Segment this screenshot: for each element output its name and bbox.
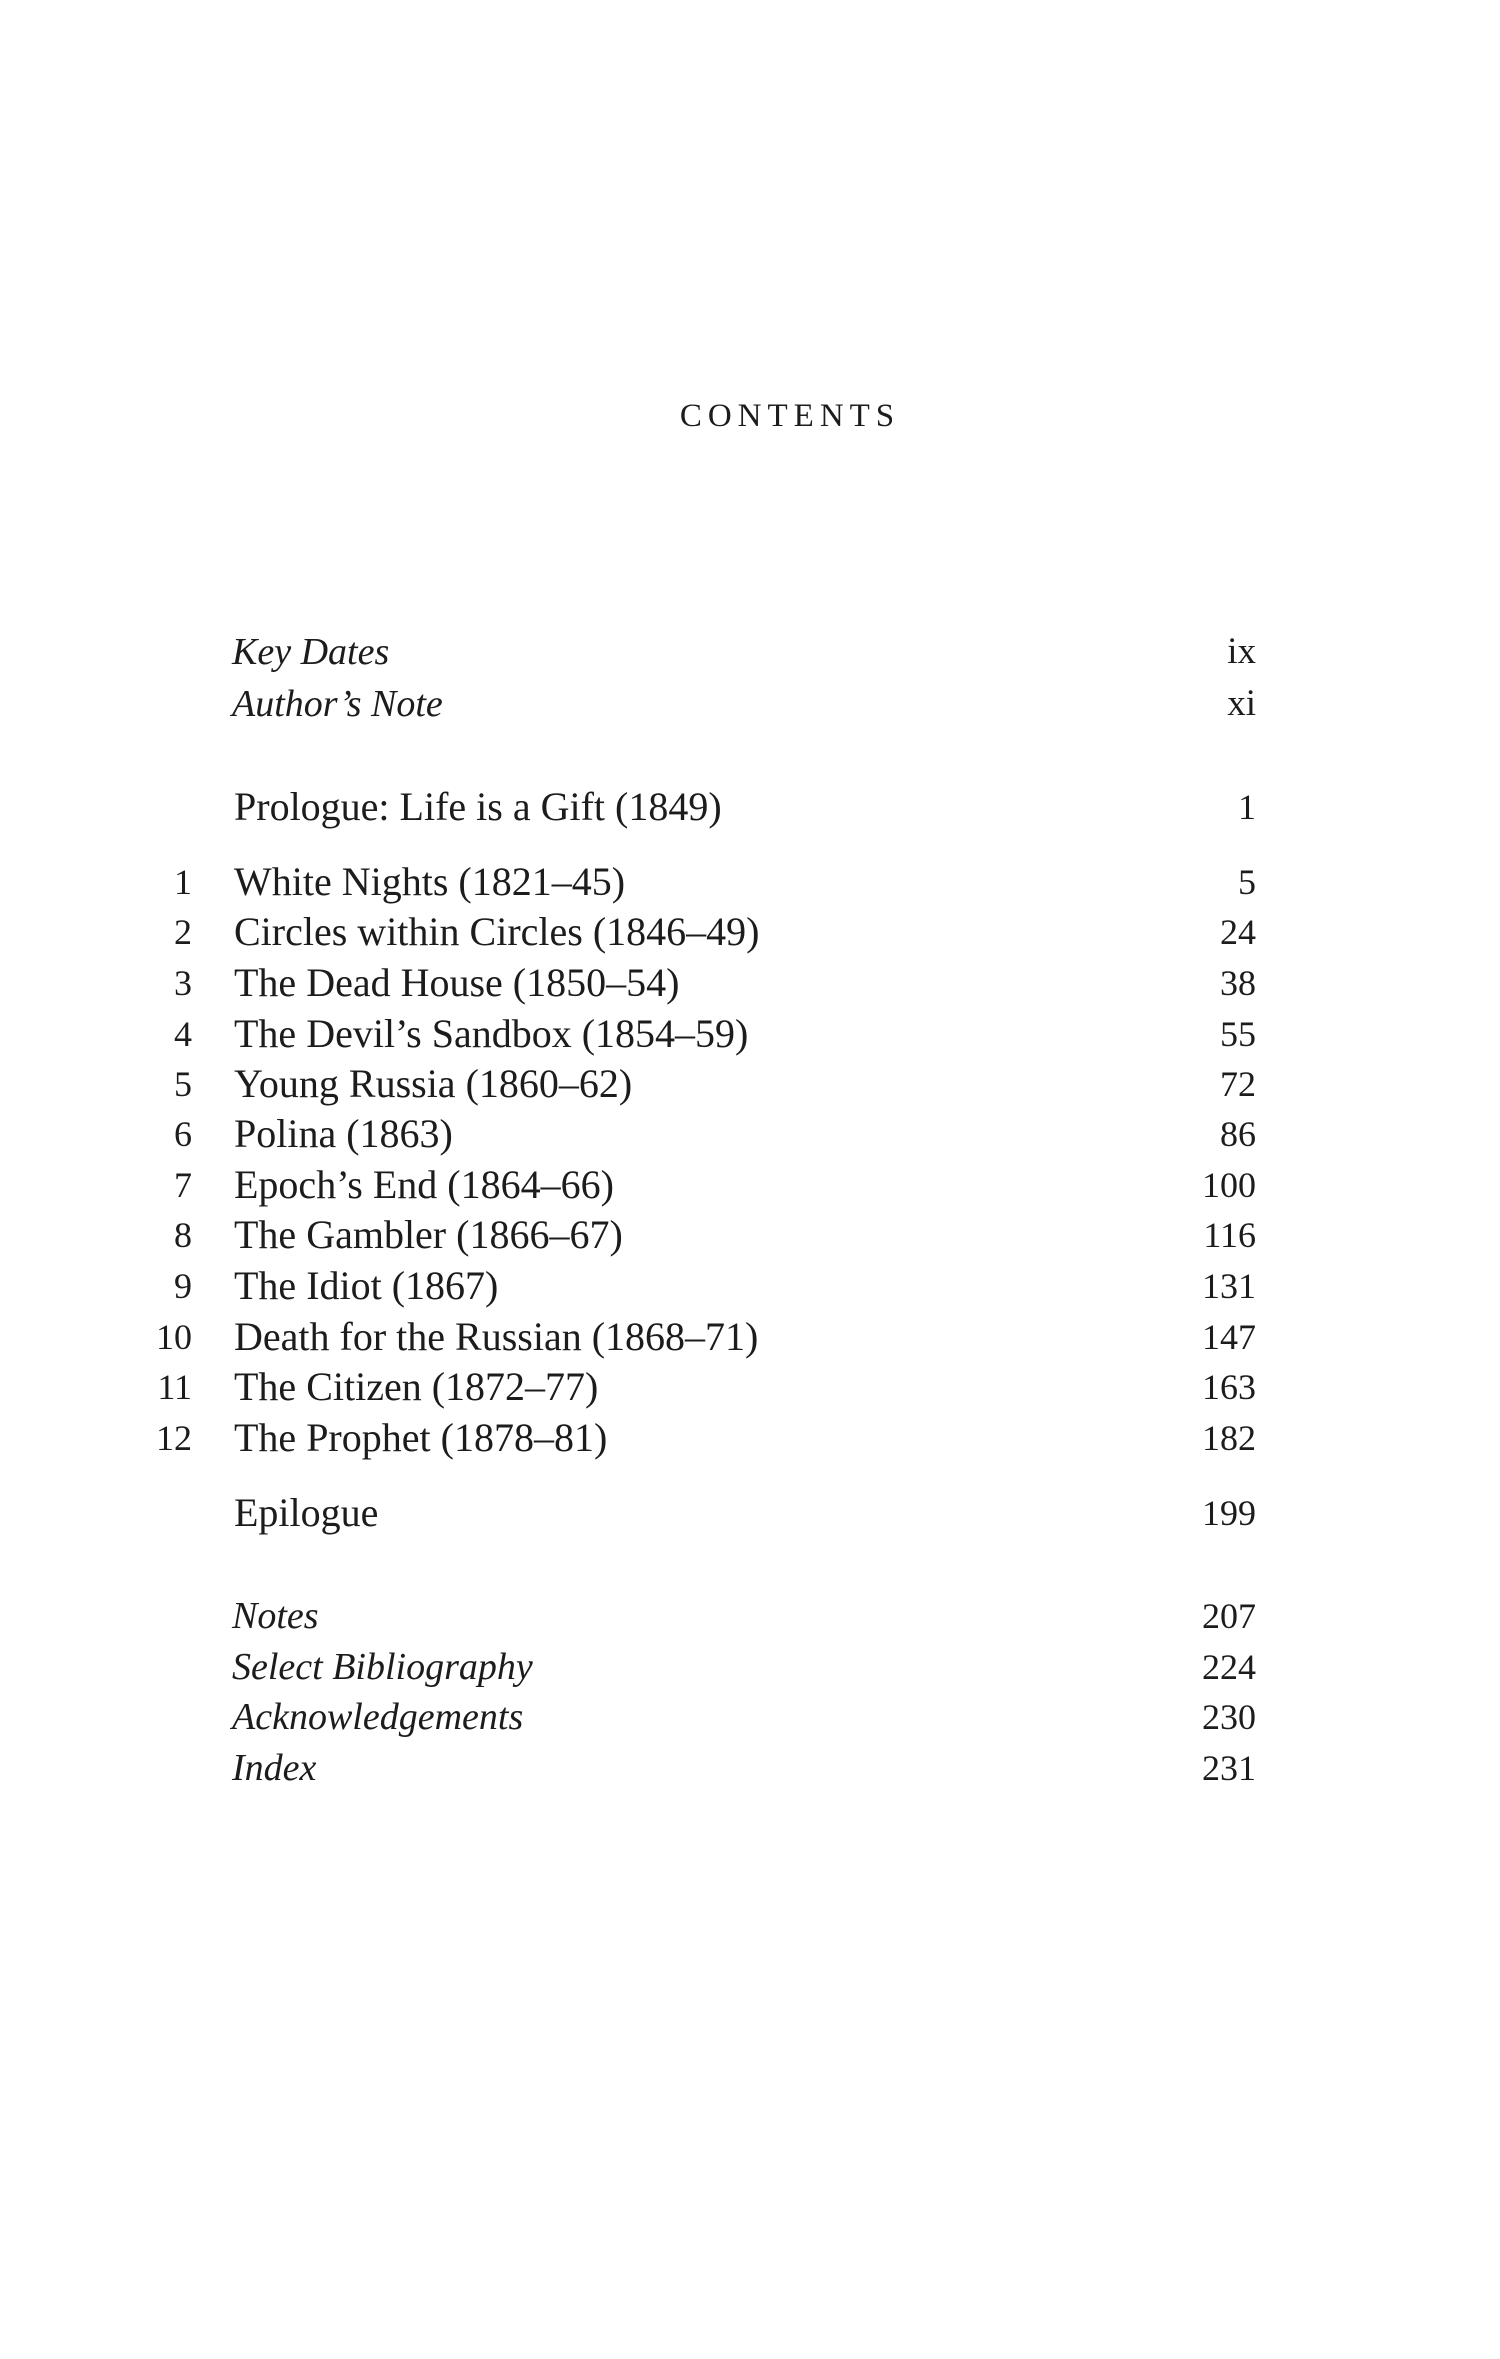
toc-entry-page: 231 xyxy=(1202,1748,1256,1788)
chapter-page: 147 xyxy=(1202,1317,1256,1357)
toc-entry-title: Notes xyxy=(232,1595,319,1637)
chapter-title: The Prophet (1878–81) xyxy=(234,1415,608,1460)
toc-chapter-entry xyxy=(0,1009,1500,1059)
toc-entry-title: Prologue: Life is a Gift (1849) xyxy=(234,784,722,829)
chapter-page: 182 xyxy=(1202,1418,1256,1458)
toc-entry-page: xi xyxy=(1227,683,1256,724)
chapter-number: 5 xyxy=(174,1064,192,1104)
toc-entry-authors-note xyxy=(0,679,1500,729)
chapter-number: 9 xyxy=(174,1266,192,1306)
chapter-page: 72 xyxy=(1220,1064,1256,1104)
toc-chapter-entry xyxy=(0,958,1500,1008)
toc-entry-page: 224 xyxy=(1202,1647,1256,1687)
chapter-page: 100 xyxy=(1202,1165,1256,1205)
chapter-title: Polina (1863) xyxy=(234,1111,453,1156)
toc-entry-index xyxy=(0,1743,1500,1793)
toc-entry-title: Index xyxy=(232,1747,317,1789)
contents-heading: CONTENTS xyxy=(679,398,901,434)
toc-entry-title: Acknowledgements xyxy=(232,1696,524,1738)
chapter-number: 1 xyxy=(174,862,192,902)
chapter-title: The Dead House (1850–54) xyxy=(234,960,680,1005)
toc-entry-page: 230 xyxy=(1202,1697,1256,1737)
chapter-number: 8 xyxy=(174,1215,192,1255)
chapter-page: 38 xyxy=(1220,963,1256,1003)
toc-chapter-entry xyxy=(0,1109,1500,1159)
chapter-number: 2 xyxy=(174,912,192,952)
chapter-page: 116 xyxy=(1203,1215,1256,1255)
toc-chapter-entry xyxy=(0,857,1500,907)
toc-entry-epilogue xyxy=(0,1488,1500,1538)
toc-entry-title: Select Bibliography xyxy=(232,1646,533,1688)
chapter-page: 163 xyxy=(1202,1367,1256,1407)
chapter-number: 10 xyxy=(156,1317,192,1357)
toc-chapter-entry xyxy=(0,1362,1500,1412)
chapter-page: 55 xyxy=(1220,1014,1256,1054)
toc-chapter-entry xyxy=(0,1210,1500,1260)
chapter-number: 3 xyxy=(174,963,192,1003)
chapter-title: The Idiot (1867) xyxy=(234,1263,499,1308)
toc-entry-page: 207 xyxy=(1202,1596,1256,1636)
toc-chapter-entry xyxy=(0,1312,1500,1362)
toc-entry-notes xyxy=(0,1591,1500,1641)
chapter-title: The Gambler (1866–67) xyxy=(234,1212,623,1257)
chapter-title: Young Russia (1860–62) xyxy=(234,1061,633,1106)
chapter-page: 131 xyxy=(1202,1266,1256,1306)
chapter-number: 4 xyxy=(174,1014,192,1054)
toc-entry-title: Epilogue xyxy=(234,1490,379,1535)
chapter-number: 11 xyxy=(157,1367,192,1407)
chapter-title: Circles within Circles (1846–49) xyxy=(234,909,760,954)
toc-entry-bibliography xyxy=(0,1642,1500,1692)
chapter-page: 86 xyxy=(1220,1114,1256,1154)
chapter-number: 6 xyxy=(174,1114,192,1154)
toc-entry-page: 1 xyxy=(1238,787,1256,827)
chapter-number: 7 xyxy=(174,1165,192,1205)
chapter-title: The Citizen (1872–77) xyxy=(234,1364,599,1409)
chapter-title: Epoch’s End (1864–66) xyxy=(234,1162,614,1207)
chapter-page: 5 xyxy=(1238,862,1256,902)
toc-entry-key-dates xyxy=(0,627,1500,677)
chapter-title: Death for the Russian (1868–71) xyxy=(234,1314,759,1359)
chapter-number: 12 xyxy=(156,1418,192,1458)
toc-chapter-entry xyxy=(0,1413,1500,1463)
toc-entry-acknowledgements xyxy=(0,1692,1500,1742)
toc-entry-page: 199 xyxy=(1202,1493,1256,1533)
chapter-title: White Nights (1821–45) xyxy=(234,859,626,904)
toc-entry-title: Author’s Note xyxy=(232,683,443,725)
toc-entry-title: Key Dates xyxy=(232,631,390,673)
chapter-page: 24 xyxy=(1220,912,1256,952)
toc-entry-prologue xyxy=(0,782,1500,832)
toc-entry-page: ix xyxy=(1227,631,1256,672)
toc-chapter-entry xyxy=(0,1261,1500,1311)
toc-chapter-entry xyxy=(0,1059,1500,1109)
toc-chapter-entry xyxy=(0,1160,1500,1210)
chapter-title: The Devil’s Sandbox (1854–59) xyxy=(234,1011,749,1056)
toc-chapter-entry xyxy=(0,907,1500,957)
